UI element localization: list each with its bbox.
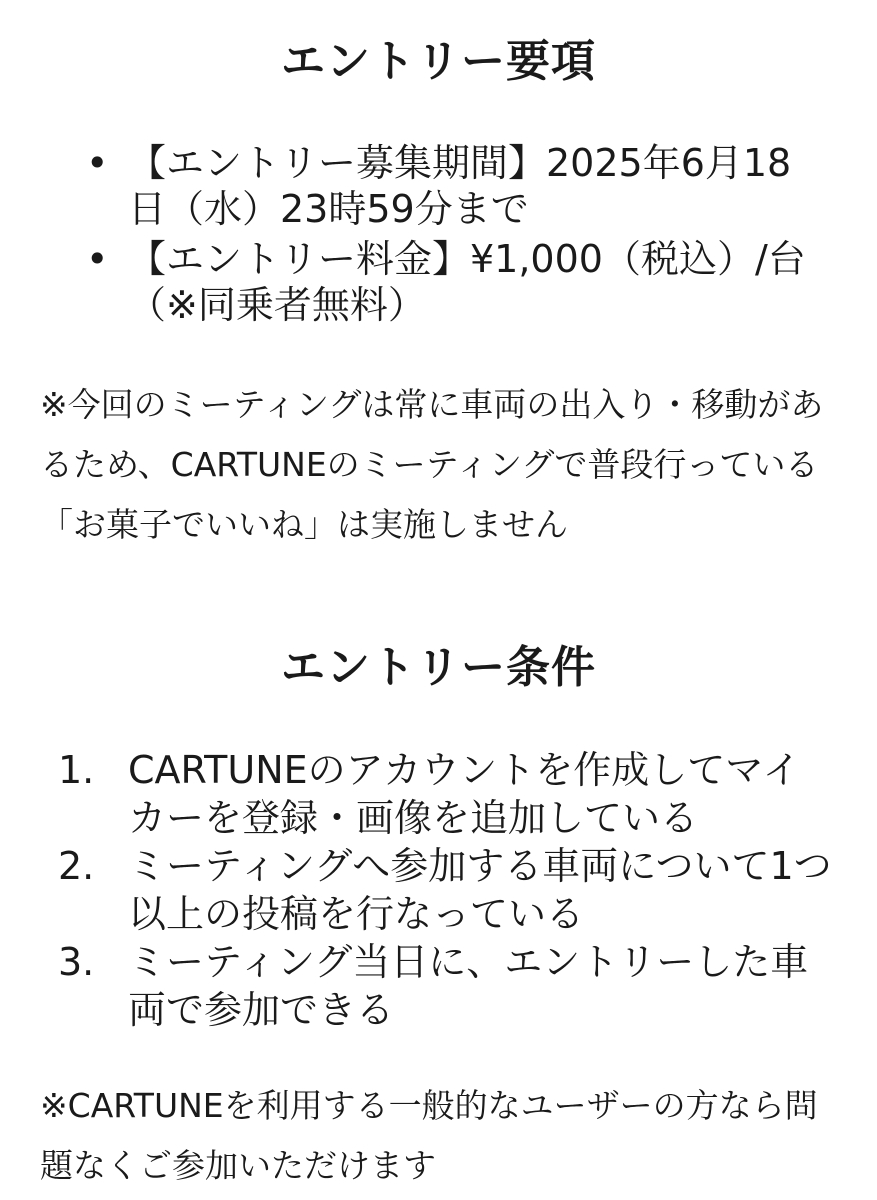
list-item (0, 938, 877, 1034)
section-title-entry-conditions: エントリー条件 (281, 642, 596, 693)
bullet-icon: • (86, 237, 109, 281)
bullet-icon: • (86, 141, 109, 185)
entry-overview-list (0, 140, 877, 328)
list-number: 2. (58, 844, 95, 888)
list-item-text: CARTUNEのアカウントを作成してマイカーを登録・画像を追加している (128, 748, 801, 840)
section-title-entry-overview: エントリー要項 (281, 36, 596, 87)
list-item-text: 【エントリー募集期間】2025年6月18日（水）23時59分まで (128, 141, 792, 231)
list-number: 1. (58, 748, 95, 792)
list-item (0, 842, 877, 938)
list-item-text: 【エントリー料金】¥1,000（税込）/台（※同乗者無料） (128, 237, 806, 327)
note-no-snack-likes: ※今回のミーティングは常に車両の出入り・移動があるため、CARTUNEのミーティングで普段行っている「お菓子でいいね」は実施しません (40, 385, 824, 544)
list-number: 3. (58, 940, 95, 984)
entry-conditions-list (0, 746, 877, 1034)
list-item-text: ミーティングへ参加する車両について1つ以上の投稿を行なっている (128, 844, 832, 936)
list-item (0, 140, 877, 232)
list-item (0, 236, 877, 328)
note-general-users-welcome: ※CARTUNEを利用する一般的なユーザーの方なら問題なくご参加いただけます (40, 1086, 818, 1185)
list-item (0, 746, 877, 842)
list-item-text: ミーティング当日に、エントリーした車両で参加できる (128, 940, 809, 1032)
